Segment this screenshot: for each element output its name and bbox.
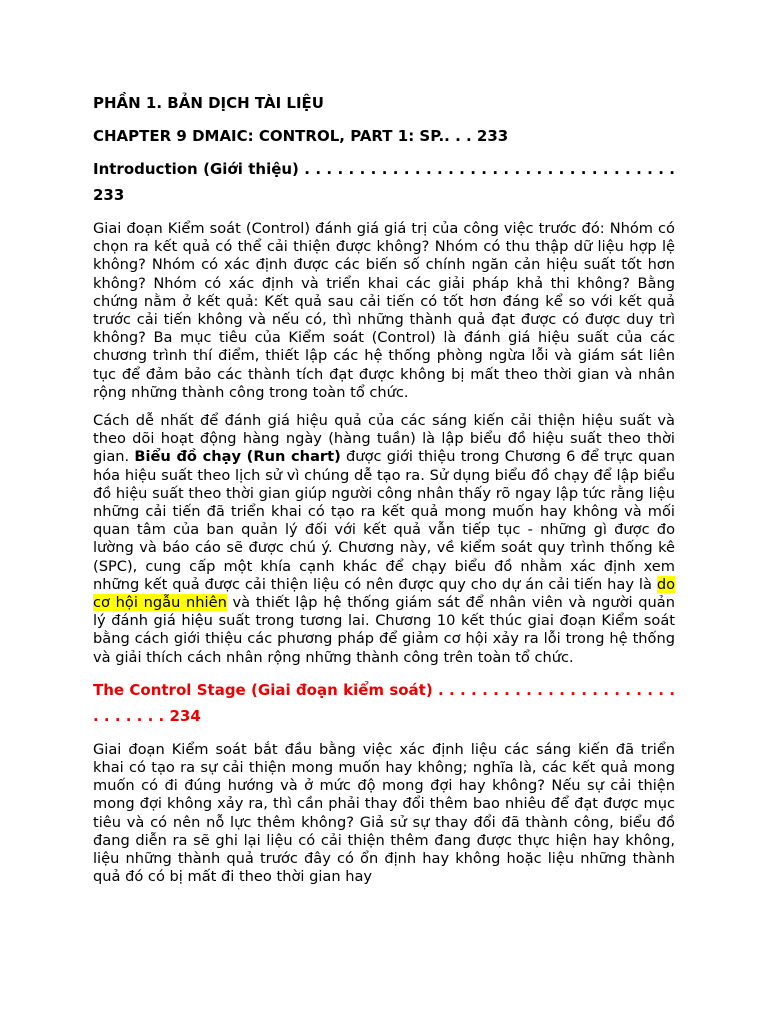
paragraph-control-stage: Giai đoạn Kiểm soát bắt đầu bằng việc xác định liệu các sáng kiến đã triển khai có tạo ra sự cải thiện mong muốn hay không; nghĩa là, các kết quả mong muốn có đi đúng hướng và ở mức độ mong đợi hay không? Nếu sự cải thiện mong đợi không xảy ra, thì cần phải thay đổi thêm bao nhiêu để đạt được mục tiêu và có nên nỗ lực thêm không? Giả sử sự thay đổi đã thành công, biểu đồ đang diễn ra sẽ ghi lại liệu có cải thiện thêm đang được thực hiện hay không, liệu những thành quả trước đây có ổn định hay không hoặc liệu những thành quả đó có bị mất đi theo thời gian hay — [93, 740, 675, 886]
paragraph-run-chart-text-b: được giới thiệu trong Chương 6 để trực quan hóa hiệu suất theo lịch sử vì chúng dễ tạo ra. Sử dụng biểu đồ chạy để lập biểu đồ hiệu suất theo thời gian giúp người công nhân thấy rõ ngay lập tức rằng liệu những cải tiến đã triển khai có tạo ra kết quả mong muốn hay không và mối quan tâm của ban quản lý đối với kết quả vẫn tiếp tục - những gì được đo lường và báo cáo sẽ được chú ý. Chương này, về kiểm soát quy trình thống kê (SPC), cung cấp một khía cạnh khác để chạy biểu đồ nhằm xác định xem những kết quả được cải thiện liệu có nên được quy cho dự án cải tiến hay là — [93, 448, 676, 593]
paragraph-run-chart-text-a: Cách dễ nhất để đánh giá hiệu quả của các sáng kiến cải thiện hiệu suất và theo dõi hoạt động hàng ngày (hàng tuần) là lập biểu đồ hiệu suất theo thời gian. — [93, 412, 675, 466]
part-heading: PHẦN 1. BẢN DỊCH TÀI LIỆU — [93, 94, 324, 112]
highlighted-phrase: do cơ hội ngẫu nhiên — [93, 575, 676, 612]
paragraph-run-chart — [93, 412, 675, 667]
document-page — [93, 90, 675, 897]
paragraph-control-overview: Giai đoạn Kiểm soát (Control) đánh giá giá trị của công việc trước đó: Nhóm có chọn ra kết quả có thể cải thiện được không? Nhóm có thu thập dữ liệu hợp lệ không? Nhóm có xác định được các biến số chính ngăn cản hiệu suất tốt hơn không? Nhóm có xác định và triển khai các giải pháp khả thi không? Bằng chứng nằm ở kết quả: Kết quả sau cải tiến có tốt hơn đáng kể so với kết quả trước cải tiến không và nếu có, thì những thành quả đạt được có được duy trì không? Ba mục tiêu của Kiểm soát (Control) là đánh giá hiệu suất của các chương trình thí điểm, thiết lập các hệ thống phòng ngừa lỗi và giám sát liên tục để đảm bảo các thành tích đạt được không bị mất theo thời gian và nhân rộng những thành công trong toàn tổ chức. — [93, 220, 675, 401]
toc-entry-control-stage: The Control Stage (Giai đoạn kiểm soát) . . . . . . . . . . . . . . . . . . . . . . . . . . . . . 234 — [93, 680, 675, 725]
chapter-heading: CHAPTER 9 DMAIC: CONTROL, PART 1: SP.. . . 233 — [93, 127, 509, 145]
run-chart-term: Biểu đồ chạy (Run chart) — [134, 448, 341, 466]
paragraph-run-chart-text-c: và thiết lập hệ thống giám sát để nhân viên và người quản lý đánh giá hiệu suất trong tương lai. Chương 10 kết thúc giai đoạn Kiểm soát bằng cách giới thiệu các phương pháp để giảm cơ hội xảy ra lỗi trong hệ thống và giải thích cách nhân rộng những thành công trên toàn tổ chức. — [93, 594, 675, 666]
toc-entry-introduction: Introduction (Giới thiệu) . . . . . . . . . . . . . . . . . . . . . . . . . . . . . . . . . . 233 — [93, 160, 675, 204]
